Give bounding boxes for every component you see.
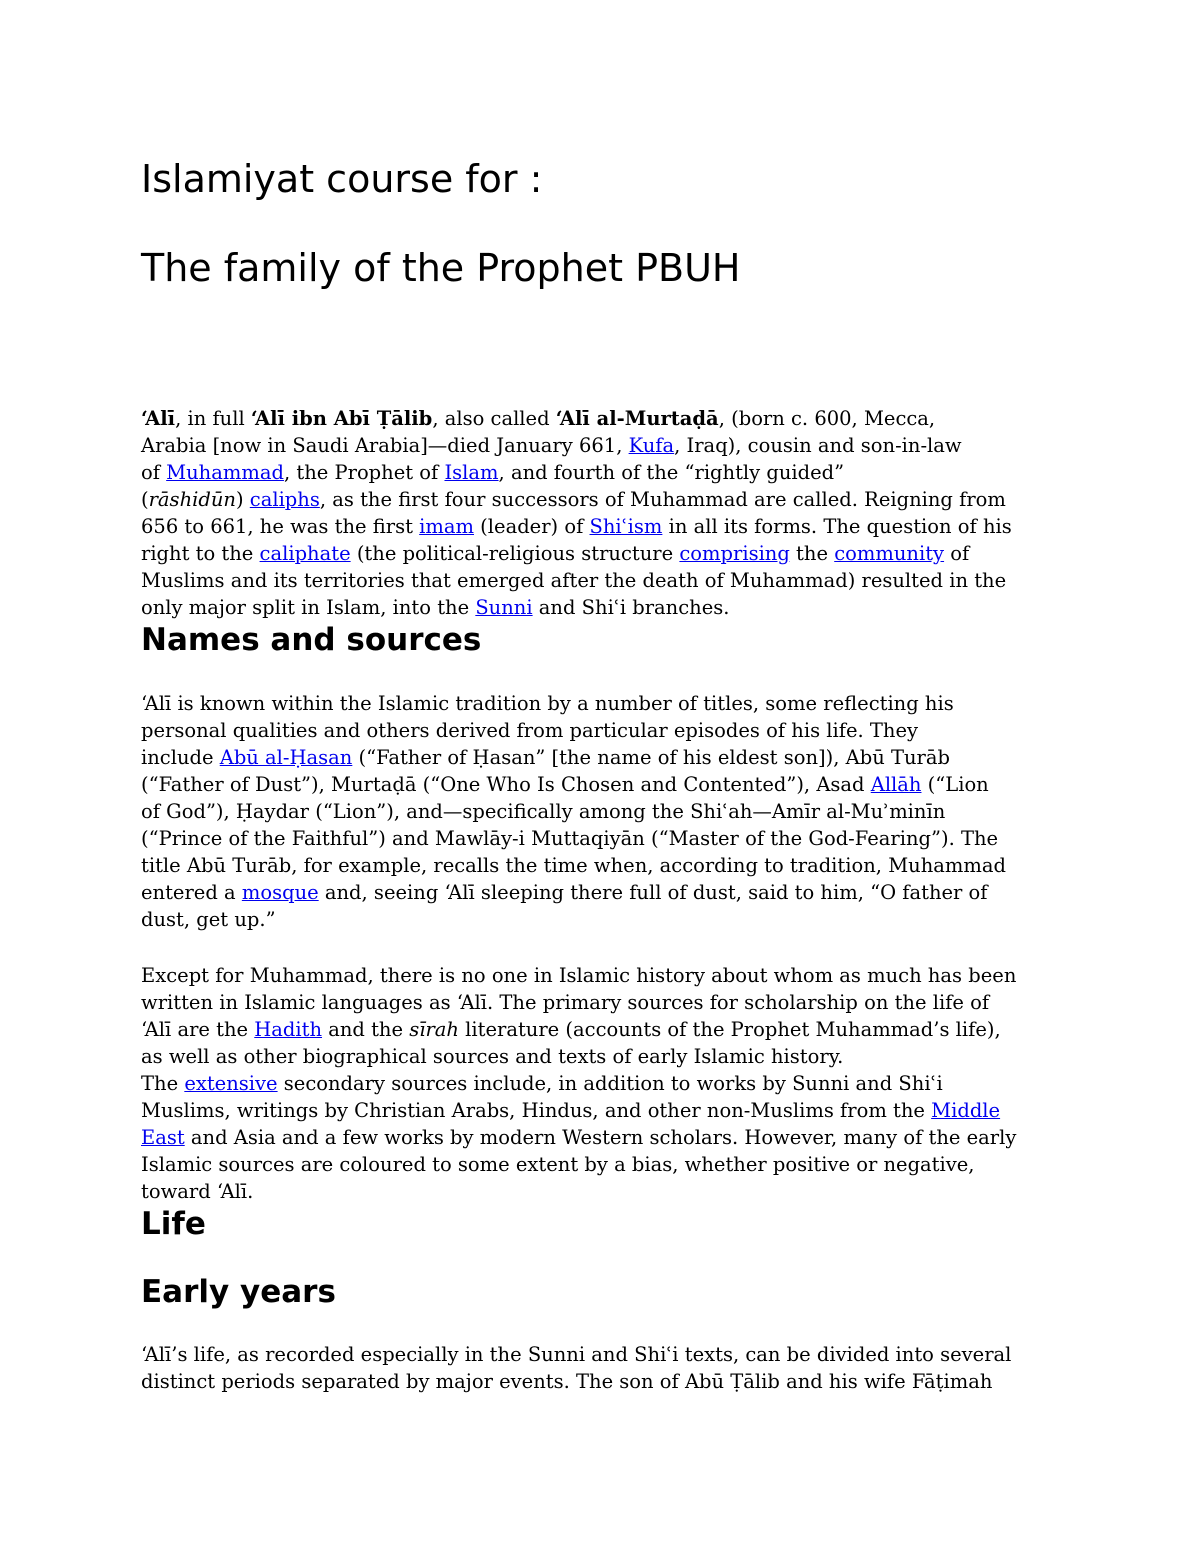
text-line: Muslims and its territories that emerged after the death of Muhammad) resulted in the bbox=[141, 569, 1007, 592]
text-run: the bbox=[789, 542, 835, 565]
name-bold: ‘Alī bbox=[141, 407, 176, 430]
link-imam[interactable]: imam bbox=[419, 515, 474, 538]
italic-term: sīrah bbox=[409, 1018, 459, 1041]
intro-paragraph bbox=[141, 405, 1061, 621]
italic-term: rāshidūn bbox=[148, 488, 236, 511]
text-line bbox=[141, 459, 1061, 486]
text-line: Islamic sources are coloured to some extent by a bias, whether positive or negative, bbox=[141, 1153, 975, 1176]
text-run: of bbox=[944, 542, 970, 565]
text-line bbox=[141, 1016, 1061, 1043]
link-muhammad[interactable]: Muhammad bbox=[166, 461, 284, 484]
document-title-line-1: Islamiyat course for : bbox=[141, 157, 543, 201]
text-line bbox=[141, 594, 1061, 621]
text-run: Muslims, writings by Christian Arabs, Hindus, and other non-Muslims from the bbox=[141, 1099, 932, 1122]
text-run: (“Father of Dust”), Murtaḍā (“One Who Is Chosen and Contented”), Asad bbox=[141, 773, 871, 796]
text-run: (leader) of bbox=[473, 515, 590, 538]
text-line: toward ‘Alī. bbox=[141, 1180, 254, 1203]
text-line: distinct periods separated by major events. The son of Abū Ṭālib and his wife Fāṭimah bbox=[141, 1370, 993, 1393]
text-line: ‘Alī is known within the Islamic tradition by a number of titles, some reflecting his bbox=[141, 692, 954, 715]
text-line bbox=[141, 486, 1061, 513]
text-line bbox=[141, 1124, 1061, 1151]
heading-life: Life bbox=[141, 1206, 206, 1242]
link-middle-east-continued[interactable]: East bbox=[141, 1126, 185, 1149]
heading-early-years: Early years bbox=[141, 1274, 336, 1310]
text-run: Arabia [now in Saudi Arabia]—died January 661, bbox=[141, 434, 629, 457]
alias-bold: ‘Alī al-Murtaḍā bbox=[555, 407, 719, 430]
text-line: dust, get up.” bbox=[141, 908, 276, 931]
text-line: Except for Muhammad, there is no one in Islamic history about whom as much has been bbox=[141, 964, 1017, 987]
text-line bbox=[141, 771, 1061, 798]
link-shiism[interactable]: Shiʿism bbox=[589, 515, 663, 538]
text-run: (“Father of Ḥasan” [the name of his eldest son]), Abū Turāb bbox=[352, 746, 950, 769]
text-run: , in full bbox=[175, 407, 251, 430]
text-line bbox=[141, 744, 1061, 771]
text-line bbox=[141, 405, 1061, 432]
link-middle-east[interactable]: Middle bbox=[931, 1099, 1001, 1122]
text-run: (the political-religious structure bbox=[350, 542, 680, 565]
link-islam[interactable]: Islam bbox=[444, 461, 499, 484]
text-run: include bbox=[141, 746, 220, 769]
text-run: ( bbox=[141, 488, 149, 511]
text-run: in all its forms. The question of his bbox=[662, 515, 1012, 538]
text-line: written in Islamic languages as ‘Alī. The primary sources for scholarship on the life of bbox=[141, 991, 990, 1014]
text-run: entered a bbox=[141, 881, 242, 904]
text-run: ) bbox=[235, 488, 250, 511]
link-comprising[interactable]: comprising bbox=[679, 542, 790, 565]
names-paragraph bbox=[141, 690, 1061, 933]
link-caliphate[interactable]: caliphate bbox=[259, 542, 351, 565]
full-name-bold: ‘Alī ibn Abī Ṭālib bbox=[250, 407, 433, 430]
text-run: , as the first four successors of Muhammad are called. Reigning from bbox=[319, 488, 1006, 511]
text-line bbox=[141, 879, 1061, 906]
text-line: of God”), Ḥaydar (“Lion”), and—specifically among the Shiʿah—Amīr al-Muʾminīn bbox=[141, 800, 946, 823]
link-allah[interactable]: Allāh bbox=[870, 773, 922, 796]
text-line: ‘Alī’s life, as recorded especially in the Sunni and Shiʿi texts, can be divided into several bbox=[141, 1343, 1012, 1366]
text-run: , (born c. 600, Mecca, bbox=[718, 407, 936, 430]
text-run: , Iraq), cousin and son-in-law bbox=[674, 434, 962, 457]
text-run: secondary sources include, in addition to works by Sunni and Shiʿi bbox=[277, 1072, 943, 1095]
text-line bbox=[141, 1070, 1061, 1097]
text-line bbox=[141, 513, 1061, 540]
text-run: , and fourth of the “rightly guided” bbox=[498, 461, 845, 484]
text-line: as well as other biographical sources and texts of early Islamic history. bbox=[141, 1045, 844, 1068]
text-line: (“Prince of the Faithful”) and Mawlāy-i Muttaqiyān (“Master of the God-Fearing”). The bbox=[141, 827, 999, 850]
link-caliphs[interactable]: caliphs bbox=[249, 488, 320, 511]
text-run: , also called bbox=[432, 407, 556, 430]
sources-paragraph bbox=[141, 962, 1061, 1205]
link-kufa[interactable]: Kufa bbox=[628, 434, 675, 457]
link-extensive[interactable]: extensive bbox=[184, 1072, 278, 1095]
early-years-paragraph bbox=[141, 1341, 1061, 1395]
text-run: and Shiʿi branches. bbox=[532, 596, 730, 619]
text-run: 656 to 661, he was the first bbox=[141, 515, 420, 538]
link-community[interactable]: community bbox=[834, 542, 945, 565]
text-run: and, seeing ‘Alī sleeping there full of dust, said to him, “O father of bbox=[318, 881, 988, 904]
text-run: right to the bbox=[141, 542, 260, 565]
text-run: literature (accounts of the Prophet Muhammad’s life), bbox=[458, 1018, 1001, 1041]
text-run: ‘Alī are the bbox=[141, 1018, 255, 1041]
text-line: title Abū Turāb, for example, recalls the time when, according to tradition, Muhammad bbox=[141, 854, 1006, 877]
text-run: (“Lion bbox=[921, 773, 989, 796]
text-line bbox=[141, 432, 1061, 459]
text-run: only major split in Islam, into the bbox=[141, 596, 476, 619]
text-run: and the bbox=[322, 1018, 410, 1041]
text-run: of bbox=[141, 461, 167, 484]
text-line bbox=[141, 1097, 1061, 1124]
text-run: The bbox=[141, 1072, 185, 1095]
link-abu-al-hasan[interactable]: Abū al-Ḥasan bbox=[219, 746, 353, 769]
link-hadith[interactable]: Hadith bbox=[254, 1018, 323, 1041]
text-line: personal qualities and others derived from particular episodes of his life. They bbox=[141, 719, 919, 742]
text-run: and Asia and a few works by modern Western scholars. However, many of the early bbox=[184, 1126, 1017, 1149]
text-run: , the Prophet of bbox=[283, 461, 445, 484]
text-line bbox=[141, 540, 1061, 567]
document-title-line-2: The family of the Prophet PBUH bbox=[141, 246, 741, 290]
heading-names-and-sources: Names and sources bbox=[141, 622, 482, 658]
link-mosque[interactable]: mosque bbox=[241, 881, 319, 904]
link-sunni[interactable]: Sunni bbox=[475, 596, 533, 619]
